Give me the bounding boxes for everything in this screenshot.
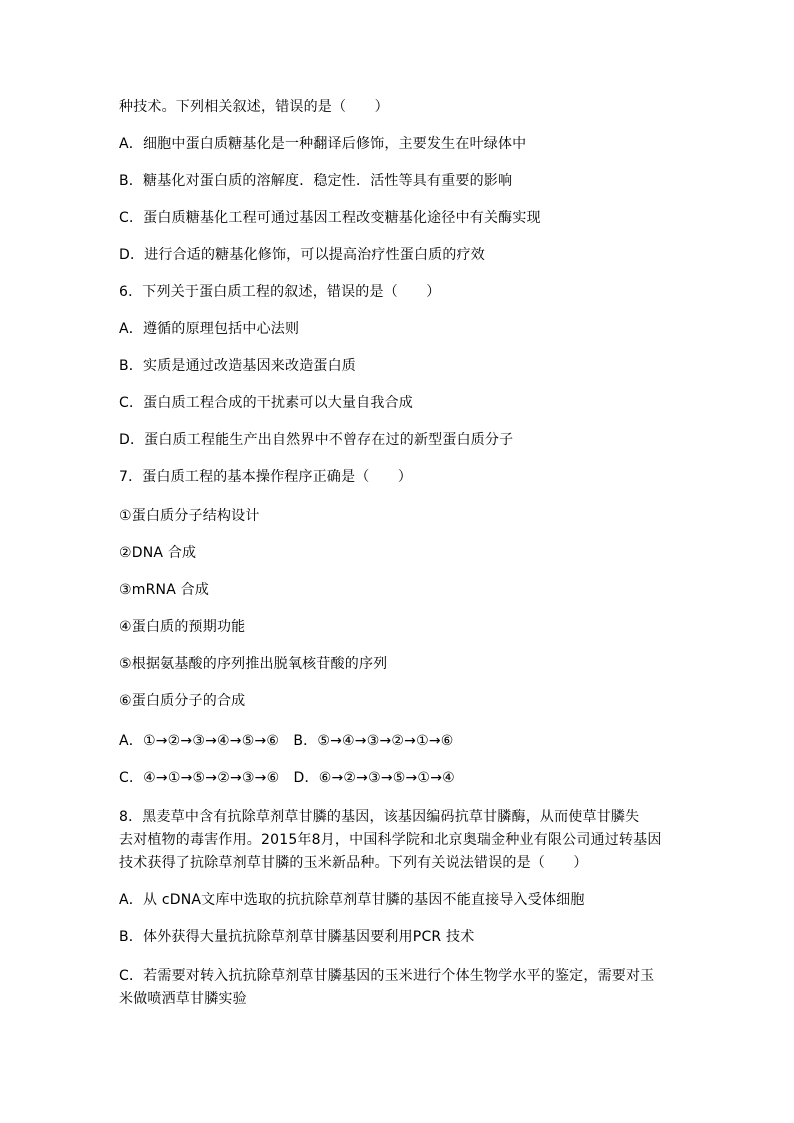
question-8-option-c-line-1: C．若需要对转入抗抗除草剂草甘膦基因的玉米进行个体生物学水平的鉴定，需要对玉 xyxy=(119,968,655,984)
question-7-step-5: ⑤根据氨基酸的序列推出脱氧核苷酸的序列 xyxy=(119,656,388,672)
question-5-option-c: C．蛋白质糖基化工程可通过基因工程改变糖基化途径中有关酶实现 xyxy=(119,210,541,226)
question-6-stem: 6．下列关于蛋白质工程的叙述，错误的是（ ） xyxy=(119,284,441,300)
question-5-option-d: D．进行合适的糖基化修饰，可以提高治疗性蛋白质的疗效 xyxy=(119,247,485,263)
question-8-option-b: B．体外获得大量抗抗除草剂草甘膦基因要利用PCR 技术 xyxy=(119,929,475,945)
question-7-stem: 7．蛋白质工程的基本操作程序正确是（ ） xyxy=(119,469,413,485)
question-7-options-ab: A．①→②→③→④→⑤→⑥ B．⑤→④→③→②→①→⑥ xyxy=(119,733,454,749)
question-5-option-a: A．细胞中蛋白质糖基化是一种翻译后修饰，主要发生在叶绿体中 xyxy=(119,136,527,152)
question-7-step-4: ④蛋白质的预期功能 xyxy=(119,619,246,635)
question-6-option-b: B．实质是通过改造基因来改造蛋白质 xyxy=(119,358,357,374)
question-6-option-c: C．蛋白质工程合成的干扰素可以大量自我合成 xyxy=(119,395,413,411)
question-7-step-3: ③mRNA 合成 xyxy=(119,582,210,598)
question-5-option-b: B．糖基化对蛋白质的溶解度．稳定性．活性等具有重要的影响 xyxy=(119,173,513,189)
question-5-stem-end: 种技术。下列相关叙述，错误的是（ ） xyxy=(119,99,389,115)
question-8-stem-line-3: 技术获得了抗除草剂草甘膦的玉米新品种。下列有关说法错误的是（ ） xyxy=(119,855,588,871)
question-6-option-d: D．蛋白质工程能生产出自然界中不曾存在过的新型蛋白质分子 xyxy=(119,432,514,448)
question-7-options-cd: C．④→①→⑤→②→③→⑥ D．⑥→②→③→⑤→①→④ xyxy=(119,770,455,786)
question-7-step-2: ②DNA 合成 xyxy=(119,545,197,561)
question-6-option-a: A．遵循的原理包括中心法则 xyxy=(119,321,300,337)
question-8-stem-line-2: 去对植物的毒害作用。2015年8月，中国科学院和北京奥瑞金种业有限公司通过转基因 xyxy=(119,832,662,848)
question-7-step-6: ⑥蛋白质分子的合成 xyxy=(119,693,246,709)
question-8-stem-line-1: 8．黑麦草中含有抗除草剂草甘膦的基因，该基因编码抗草甘膦酶，从而使草甘膦失 xyxy=(119,809,640,825)
question-8-option-c-line-2: 米做喷洒草甘膦实验 xyxy=(119,991,247,1007)
question-8-option-a: A．从 cDNA文库中选取的抗抗除草剂草甘膦的基因不能直接导入受体细胞 xyxy=(119,892,585,908)
question-7-step-1: ①蛋白质分子结构设计 xyxy=(119,508,260,524)
